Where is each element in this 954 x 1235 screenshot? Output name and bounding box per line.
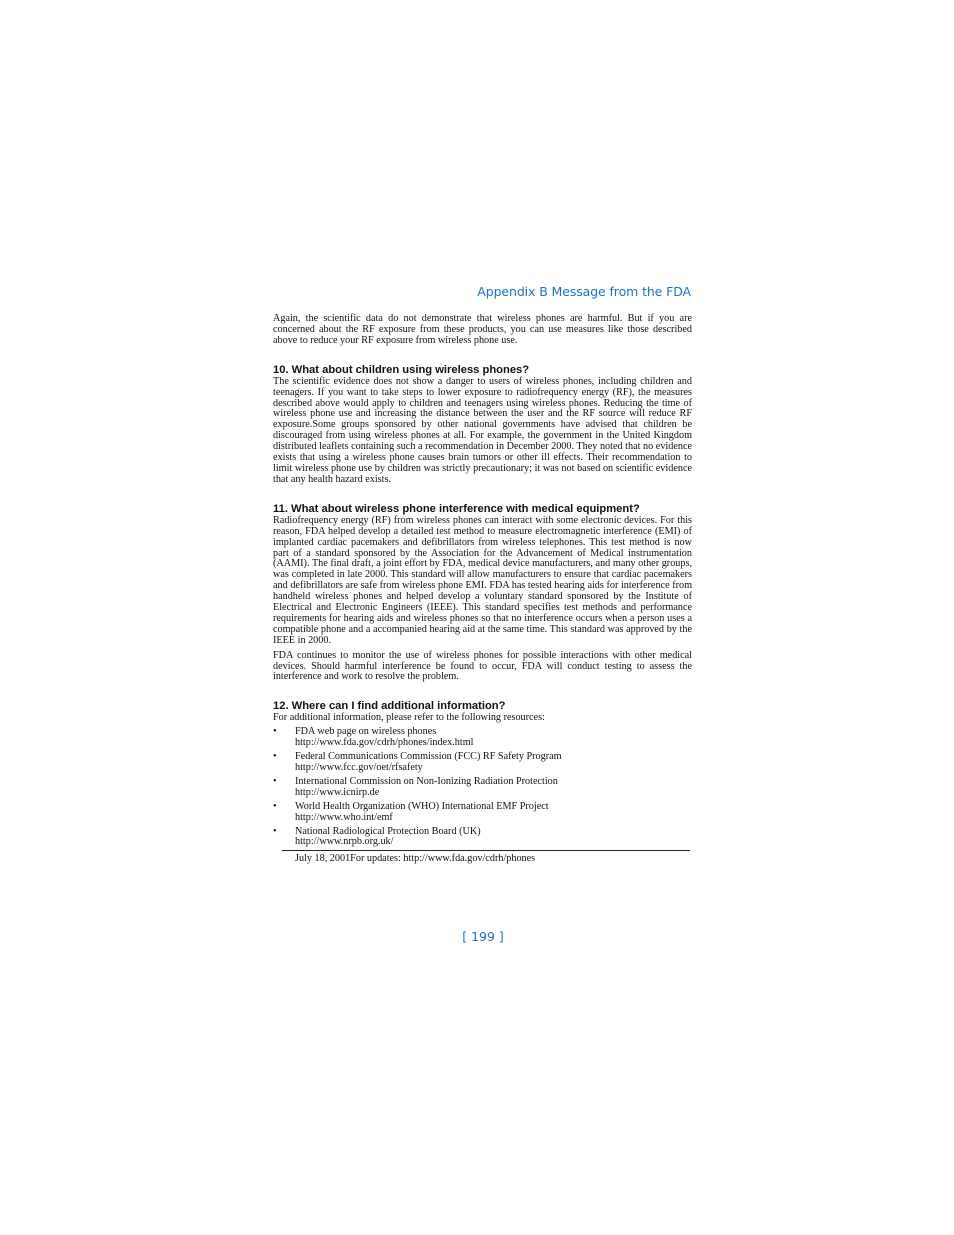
section-heading-additional-information: 12. Where can I find additional information?: [273, 700, 506, 713]
section-medical-interference: [273, 503, 692, 684]
section-paragraph: The scientific evidence does not show a danger to users of wireless phones, including children and teenagers. If you want to take steps to lower exposure to radiofrequency energy (RF), the measures described above would apply to children and teenagers using wireless phones. Reducing the time of wireless phone use and increasing the distance between the user and the RF source will reduce RF exposure.Some groups sponsored by other national governments have advised that children be discouraged from using wireless phones at all. For example, the government in the United Kingdom distributed leaflets containing such a recommendation in December 2000. They noted that no evidence exists that using a wireless phone causes brain tumors or other ill effects. Their recommendation to limit wireless phone use by children was strictly precautionary; it was not based on scientific evidence that any health hazard exists.: [273, 375, 692, 485]
resource-url[interactable]: http://www.fcc.gov/oet/rfsafety: [295, 762, 423, 773]
resource-title: International Commission on Non-Ionizing Radiation Protection: [295, 775, 558, 787]
bullet-icon: •: [273, 800, 277, 812]
resource-title: Federal Communications Commission (FCC) RF Safety Program: [295, 751, 562, 763]
section-heading-medical-interference: 11. What about wireless phone interference with medical equipment?: [273, 502, 640, 515]
resource-url[interactable]: http://www.who.int/emf: [295, 811, 393, 823]
section-heading-children: 10. What about children using wireless phones?: [273, 363, 530, 376]
list-item: [273, 777, 692, 799]
list-item: [273, 802, 692, 824]
section-paragraph: Radiofrequency energy (RF) from wireless phones can interact with some electronic devices. For this reason, FDA helped develop a detailed test method to measure electromagnetic interference (EMI) of implanted cardiac pacemakers and defibrillators from wireless telephones. This test method is now part of a standard sponsored by the Association for the Advancement of Medical instrumentation (AAMI). The final draft, a joint effort by FDA, medical device manufacturers, and many other groups, was completed in late 2000. This standard will allow manufacturers to ensure that cardiac pacemakers and defibrillators are safe from wireless phone EMI. FDA has tested hearing aids for interference from handheld wireless phones and helped develop a voluntary standard sponsored by the Institute of Electrical and Electronic Engineers (IEEE). This standard specifies test methods and performance requirements for hearing aids and wireless phones so that no interference occurs when a person uses a compatible phone and a accompanied hearing aid at the same time. This standard was approved by the IEEE in 2000.: [273, 514, 692, 646]
list-item: [273, 827, 692, 849]
resource-title: FDA web page on wireless phones: [295, 726, 437, 738]
bullet-icon: •: [273, 726, 277, 738]
resource-title: World Health Organization (WHO) International EMF Project: [295, 800, 549, 812]
intro-paragraph: Again, the scientific data do not demonstrate that wireless phones are harmful. But if you are concerned about the RF exposure from these products, you can use measures like those described above to reduce your RF exposure from wireless phone use.: [273, 313, 692, 346]
bullet-icon: •: [273, 775, 277, 787]
footnote-divider: [282, 850, 690, 851]
page-body: [273, 314, 692, 865]
section-additional-information: [273, 700, 692, 848]
section-children: [273, 364, 692, 486]
bullet-icon: •: [273, 751, 277, 763]
running-header: Appendix B Message from the FDA: [477, 284, 691, 299]
resource-url[interactable]: http://www.icnirp.de: [295, 786, 380, 798]
section-paragraph: FDA continues to monitor the use of wireless phones for possible interactions with other medical devices. Should harmful interference be found to occur, FDA will conduct testing to assess the interference and work to resolve the problem.: [273, 649, 692, 683]
resource-list: [273, 727, 692, 848]
resource-title: National Radiological Protection Board (UK): [295, 825, 481, 837]
bullet-icon: •: [273, 825, 277, 837]
page-number: [ 199 ]: [462, 929, 504, 944]
resource-url[interactable]: http://www.nrpb.org.uk/: [295, 836, 394, 848]
footnote: July 18, 2001For updates: http://www.fda.gov/cdrh/phones: [295, 853, 536, 864]
list-item: [273, 752, 692, 774]
list-item: [273, 727, 692, 749]
resources-intro: For additional information, please refer to the following resources:: [273, 712, 545, 724]
resource-url[interactable]: http://www.fda.gov/cdrh/phones/index.html: [295, 737, 474, 749]
